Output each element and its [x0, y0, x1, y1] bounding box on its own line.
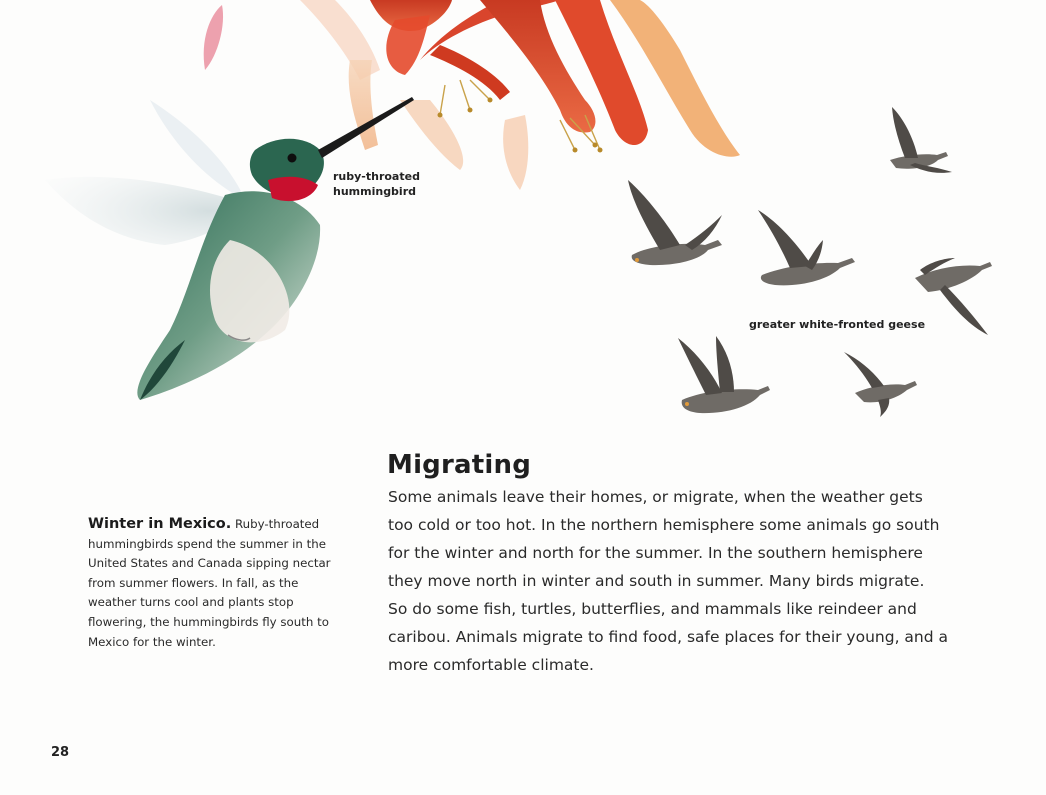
- page-number: 28: [51, 745, 70, 760]
- geese-illustration: [628, 107, 992, 417]
- sidebar-text: Ruby-throated hummingbirds spend the summer in the United States and Canada sipping nectar from summer flowers. In fall, as the weather turns cool and plants stop flowering, the hummingbirds fly south to Mexico for the winter.: [88, 517, 331, 649]
- goose-5: [678, 336, 770, 413]
- geese-caption: greater white-fronted geese: [749, 318, 926, 331]
- sidebar-note: [88, 515, 344, 652]
- hummingbird-illustration: [45, 97, 414, 400]
- goose-3: [758, 210, 855, 285]
- goose-1: [628, 180, 722, 265]
- page-title: Migrating: [387, 450, 532, 480]
- goose-4: [915, 258, 992, 335]
- sidebar-heading: Winter in Mexico.: [88, 516, 232, 532]
- goose-2: [890, 107, 952, 173]
- goose-6: [844, 352, 917, 417]
- hummingbird-caption: ruby-throated hummingbird: [333, 170, 420, 198]
- article-body: Some animals leave their homes, or migrate, when the weather gets too cold or too hot. In the northern hemisphere some animals go south for the winter and north for the summer. In the southern hemisphere they move north in winter and south in summer. Many birds migrate. So do some fish, turtles, butterflies, and mammals like reindeer and caribou. Animals migrate to find food, safe places for their young, and a more comfortable climate.: [388, 488, 949, 674]
